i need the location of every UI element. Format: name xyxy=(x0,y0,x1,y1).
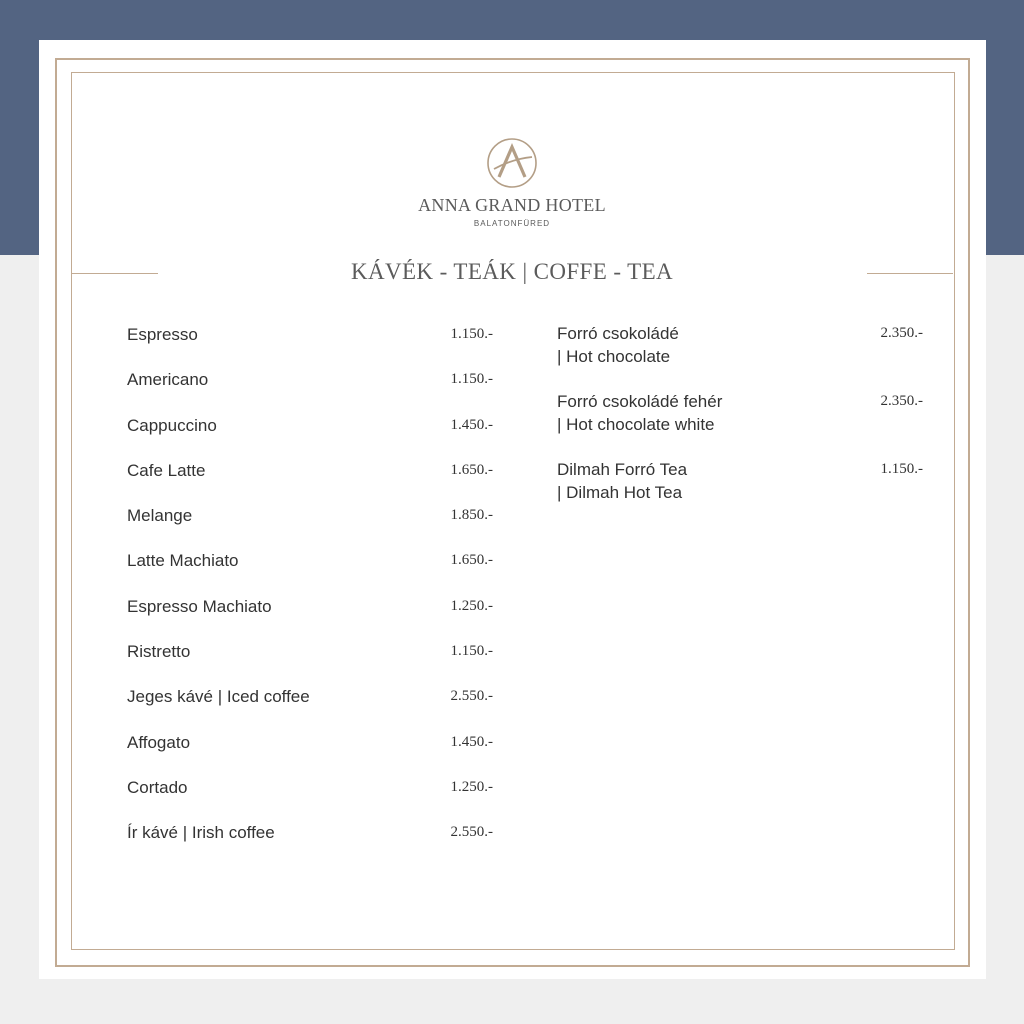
hotel-logo-icon xyxy=(486,137,538,189)
menu-item-name: Ír kávé | Irish coffee xyxy=(127,823,275,842)
menu-item-name xyxy=(557,390,722,436)
menu-item-price: 1.150.- xyxy=(450,371,493,387)
menu-item-name xyxy=(557,458,687,504)
menu-item-price: 1.450.- xyxy=(450,417,493,433)
menu-item-name: Americano xyxy=(127,370,209,389)
menu-item-price: 1.250.- xyxy=(450,598,493,614)
menu-item-name-line: Forró csokoládé xyxy=(557,324,679,343)
menu-item-price: 2.350.- xyxy=(880,325,923,341)
menu-item-name: Ristretto xyxy=(127,642,191,661)
menu-item-name: Jeges kávé | Iced coffee xyxy=(127,687,310,706)
section-title: KÁVÉK - TEÁK | COFFE - TEA xyxy=(350,259,674,284)
menu-item-price: 1.850.- xyxy=(450,507,493,523)
menu-item-name-line: Forró csokoládé fehér xyxy=(557,392,723,411)
menu-item-name: Affogato xyxy=(127,733,191,752)
menu-item-price: 1.650.- xyxy=(450,462,493,478)
menu-item-price: 1.150.- xyxy=(450,643,493,659)
menu-item-price: 2.350.- xyxy=(880,393,923,409)
menu-item-name: Cafe Latte xyxy=(127,461,206,480)
menu-item-name-line: | Hot chocolate xyxy=(557,347,671,366)
menu-item-name: Melange xyxy=(127,506,193,525)
menu-item-price: 1.150.- xyxy=(450,326,493,342)
menu-item-price: 2.550.- xyxy=(450,824,493,840)
menu-item-price: 1.650.- xyxy=(450,552,493,568)
menu-item-name-line: | Hot chocolate white xyxy=(557,415,715,434)
menu-item xyxy=(557,390,923,436)
menu-item-name: Espresso xyxy=(127,325,198,344)
hotel-location: BALATONFÜRED xyxy=(473,219,551,228)
menu-item-name: Cortado xyxy=(127,778,188,797)
menu-item-price: 1.250.- xyxy=(450,779,493,795)
menu-item-name: Espresso Machiato xyxy=(127,597,272,616)
menu-item-name xyxy=(557,322,679,368)
menu-item-name: Cappuccino xyxy=(127,416,217,435)
menu-item-price: 1.150.- xyxy=(880,461,923,477)
menu-item xyxy=(557,458,923,504)
menu-item-name: Latte Machiato xyxy=(127,551,239,570)
hotel-name: ANNA GRAND HOTEL xyxy=(418,195,606,215)
menu-item-name-line: Dilmah Forró Tea xyxy=(557,460,688,479)
menu-item-price: 2.550.- xyxy=(450,688,493,704)
menu-item-name-line: | Dilmah Hot Tea xyxy=(557,483,683,502)
menu-item-price: 1.450.- xyxy=(450,734,493,750)
menu-item xyxy=(557,322,923,368)
